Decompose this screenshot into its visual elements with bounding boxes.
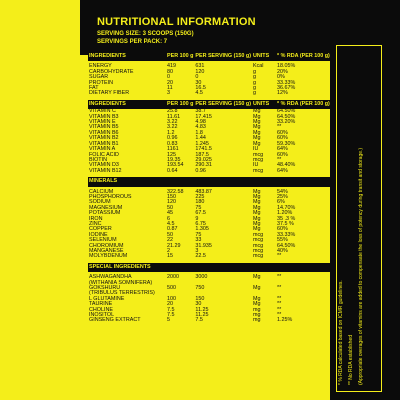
table-cell: 4.98 <box>195 119 206 126</box>
table-cell: 7.5 <box>167 306 175 313</box>
table-cell: 60% <box>277 135 288 142</box>
table-cell: 4.5 <box>167 220 175 227</box>
table-cell: 419 <box>167 63 176 70</box>
table-cell: INOSITOL <box>89 312 115 319</box>
footnote-no-rda: ** No RDA established <box>348 334 354 385</box>
table-cell: VITAMIN C <box>89 108 116 115</box>
table-cell: 64.50% <box>277 108 296 115</box>
table-cell: g <box>253 74 256 81</box>
table-cell: 64.50% <box>277 113 296 120</box>
table-cell: VITAMIN B5 <box>89 124 119 131</box>
table-cell: 20% <box>277 68 288 75</box>
table-cell: Mg <box>253 129 261 136</box>
table-cell: Mg <box>253 295 261 302</box>
table-cell: Mg <box>253 113 261 120</box>
table-cell: 750 <box>195 285 205 292</box>
table-cell: 33.20% <box>277 119 296 126</box>
table-cell: IU <box>253 146 259 153</box>
table-cell: Mg <box>253 285 261 292</box>
table-cell: 11 <box>167 85 173 92</box>
table-cell: FAT <box>89 85 99 92</box>
table-cell: 0.87 <box>167 226 178 233</box>
table-cell: DIETARY FIBER <box>89 90 130 97</box>
column-header: PER SERVING (150 g) <box>194 52 252 61</box>
table-cell: MANGANESE <box>89 248 124 254</box>
table-cell: 6 <box>167 215 170 222</box>
table-cell: 25% <box>277 193 288 200</box>
table-cell: 33 <box>195 237 202 244</box>
table-cell: Mg <box>253 124 261 131</box>
table-cell: 14.70% <box>277 204 296 211</box>
table-cell: 38.7 <box>195 108 206 115</box>
table-cell: 4.83 <box>195 124 206 131</box>
table-cell: 125 <box>167 151 176 158</box>
table-cell: 0.96 <box>195 167 206 174</box>
column-header: PER 100 g <box>166 52 194 61</box>
table-cell: 64% <box>277 167 288 174</box>
table-cell: mcg <box>253 167 264 174</box>
table-cell: 1.245 <box>195 140 209 147</box>
column-header: PER 100 g <box>166 100 194 109</box>
table-cell: ZINC <box>89 220 102 227</box>
table-cell: 3000 <box>195 274 208 281</box>
table-cell: Mg <box>253 108 261 115</box>
table-cell: 33.33% <box>277 79 296 86</box>
table-cell: 150 <box>167 193 176 200</box>
table-cell: CARBOHYDRATE <box>89 68 134 75</box>
table-cell: VITAMIN B1 <box>89 140 119 147</box>
table-cell: mcg <box>253 253 264 260</box>
column-header: UNITS <box>252 52 276 61</box>
table-cell: Mg <box>253 301 261 308</box>
table-cell: Mg <box>253 220 261 227</box>
table-cell: Mg <box>253 199 261 206</box>
table-cell: MOLYBDENUM <box>89 253 128 260</box>
table-cell: Mg <box>253 274 261 281</box>
table-cell: 187.5 <box>195 151 209 158</box>
table-cell: 75 <box>195 231 202 238</box>
table-cell: 5 <box>167 317 170 324</box>
table-cell: CHOLINE <box>89 306 113 313</box>
table-header-row <box>88 100 332 109</box>
footnote-rda: * % RDA calculated based on ICMR guidelines. <box>338 280 344 385</box>
table-cell: 1.25% <box>277 317 293 324</box>
table-cell: VITAMIN A <box>89 146 116 153</box>
table-cell: 64.50% <box>277 242 296 249</box>
table-cell: 6% <box>277 199 285 206</box>
table-cell: 75 <box>195 204 202 211</box>
table-cell: 0.96 <box>167 135 178 142</box>
table-cell: SELENIUM <box>89 237 117 244</box>
table-cell: 1.2 <box>167 129 175 136</box>
table-cell: 80 <box>167 68 173 75</box>
table-cell: 20 <box>167 79 173 86</box>
table-cell: 3.22 <box>167 119 178 126</box>
table-cell: Mg <box>253 193 261 200</box>
column-header: * % RDA (PER 100 g) <box>276 100 332 109</box>
table-cell: 30 <box>195 79 202 86</box>
table-cell: 50 <box>167 204 173 211</box>
servings-per-pack: SERVINGS PER PACK: 7 <box>97 39 168 45</box>
table-cell: 100 <box>167 295 176 302</box>
table-cell: 20 <box>167 301 173 308</box>
table-cell: 54% <box>277 188 288 195</box>
table-cell: (TRIBULUS TERRESTRIS) <box>89 290 155 297</box>
table-cell: Mg <box>253 188 261 195</box>
table-cell: g <box>253 85 256 92</box>
section-header-row <box>88 177 332 186</box>
table-cell: 59.30% <box>277 140 296 147</box>
table-cell: 322.58 <box>167 188 184 195</box>
table-cell: 55% <box>277 237 288 244</box>
table-cell: mcg <box>253 242 264 249</box>
table-cell: Mg <box>253 140 261 147</box>
table-cell: ** <box>277 295 282 302</box>
table-cell: 1161 <box>167 146 179 153</box>
table-cell: 11.25 <box>195 312 209 319</box>
table-cell: 225 <box>195 193 205 200</box>
table-cell: VITAMIN E <box>89 119 116 126</box>
table-cell: 9 <box>195 215 199 222</box>
table-cell: mcg <box>253 248 264 254</box>
table-cell: COPPER <box>89 226 112 233</box>
table-cell: 7.5 <box>167 312 175 319</box>
table-cell: 7.5 <box>195 317 203 324</box>
table-header-row <box>88 52 332 61</box>
table-cell: 120 <box>195 68 205 75</box>
table-cell: mcg <box>253 231 264 238</box>
table-cell: TAURINE <box>89 301 113 308</box>
table-cell: 31.935 <box>195 242 212 249</box>
table-cell: 60% <box>277 226 288 233</box>
table-cell: mg <box>253 312 261 319</box>
table-cell: 50 <box>167 231 173 238</box>
table-cell: 0.64 <box>167 167 178 174</box>
table-cell: 290.31 <box>195 162 212 169</box>
table-cell: 0 <box>167 74 170 81</box>
table-cell: 30 <box>195 301 202 308</box>
table-cell: ** <box>277 274 282 281</box>
table-cell: g <box>253 68 256 75</box>
table-cell: (WITHANIA SOMNIFERA) <box>89 279 153 286</box>
table-cell: 193.54 <box>167 162 184 169</box>
table-cell: VITAMIN D3 <box>89 162 119 169</box>
table-cell: 12% <box>277 90 288 97</box>
table-cell: 22.5 <box>195 253 206 260</box>
table-cell: ** <box>277 156 282 163</box>
table-cell: ** <box>277 285 282 292</box>
table-cell: MAGNESIUM <box>89 204 123 211</box>
table-cell: Mg <box>253 135 261 142</box>
table-cell: L GLUTAMINE <box>89 295 125 302</box>
table-cell: 3 <box>195 248 199 254</box>
table-cell: 29.025 <box>195 156 212 163</box>
table-cell: Mg <box>253 210 261 217</box>
table-cell: GINSENG EXTRACT <box>89 317 141 324</box>
table-cell: SUGAR <box>89 74 109 81</box>
nutrition-table-body <box>88 52 332 324</box>
table-cell: 180 <box>195 199 205 206</box>
table-cell: Mg <box>253 204 261 211</box>
table-cell: 11.61 <box>167 113 181 120</box>
table-cell: Mg <box>253 215 261 222</box>
section-title: MINERALS <box>88 177 332 186</box>
table-cell: VITAMIN B6 <box>89 129 119 136</box>
table-cell: 3.22 <box>167 124 178 131</box>
table-cell: POTASSIUM <box>89 210 121 217</box>
table-cell: 1.305 <box>195 226 209 233</box>
table-cell: 64% <box>277 146 288 153</box>
table-cell: FOLIC ACID <box>89 151 119 158</box>
table-cell: 25.8 <box>167 108 178 115</box>
table-cell: CHOROMIUM <box>89 242 124 249</box>
table-cell: 120 <box>167 199 176 206</box>
table-cell: 0 <box>195 74 199 81</box>
table-cell: 0% <box>277 74 285 81</box>
table-cell: mg <box>253 306 261 313</box>
table-cell: 3 <box>167 90 170 97</box>
column-header: PER SERVING (150 g) <box>194 100 252 109</box>
label-title: NUTRITIONAL INFORMATION <box>97 16 256 28</box>
table-cell: 33.33% <box>277 231 296 238</box>
table-cell: 4.5 <box>195 90 203 97</box>
table-cell: Mg <box>253 119 261 126</box>
table-cell: IRON <box>89 215 103 222</box>
table-cell: 67.5 <box>195 210 206 217</box>
table-cell: 48.40% <box>277 162 296 169</box>
table-cell: VITAMIN B12 <box>89 167 122 174</box>
table-cell: 6.75 <box>195 220 206 227</box>
table-cell: PHOSPHOROUS <box>89 193 132 200</box>
table-cell: BIOTIN <box>89 156 107 163</box>
table-cell: 45 <box>167 210 173 217</box>
table-cell: 16.5 <box>195 85 206 92</box>
table-cell: 11.25 <box>195 306 209 313</box>
table-cell: 35 .3 % <box>277 215 296 222</box>
table-cell: 2000 <box>167 274 179 281</box>
nutrition-table <box>88 52 332 324</box>
table-cell: ASHWAGANDHA <box>89 274 132 281</box>
column-header: UNITS <box>252 100 276 109</box>
table-cell: 36.67% <box>277 85 296 92</box>
table-cell: 1.8 <box>195 129 203 136</box>
table-cell: ** <box>277 301 282 308</box>
table-cell: 1741.5 <box>195 146 212 153</box>
table-cell: ** <box>277 124 282 131</box>
table-cell: 0.83 <box>167 140 178 147</box>
table-cell: PROTEIN <box>89 79 113 86</box>
table-cell: 60% <box>277 151 288 158</box>
table-cell: 19.35 <box>167 156 181 163</box>
table-cell: 483.87 <box>195 188 212 195</box>
table-cell: mg <box>253 317 261 324</box>
table-cell: ENERGY <box>89 63 112 70</box>
table-cell: 40% <box>277 248 288 254</box>
table-cell: g <box>253 90 256 97</box>
table-cell: 631 <box>195 63 205 70</box>
table-cell: ** <box>277 312 282 319</box>
table-cell: g <box>253 79 256 86</box>
table-row <box>88 318 332 323</box>
table-cell: 18.05% <box>277 63 296 70</box>
column-header: INGREDIENTS <box>88 52 166 61</box>
table-cell: VITAMIN B3 <box>89 113 119 120</box>
table-cell: mcg <box>253 151 264 158</box>
table-cell: GOKSHURU <box>89 285 121 292</box>
table-cell: IODINE <box>89 231 108 238</box>
serving-size: SERVING SIZE: 3 SCOOPS (150G) <box>97 31 194 37</box>
table-cell: SODIUM <box>89 199 111 206</box>
table-cell: 1.44 <box>195 135 206 142</box>
table-cell: 60% <box>277 129 288 136</box>
table-cell: 2 <box>167 248 170 254</box>
table-cell: 150 <box>195 295 205 302</box>
table-cell: mcg <box>253 237 264 244</box>
table-cell: ** <box>277 306 282 313</box>
table-cell: ** <box>277 253 282 260</box>
table-cell: Mg <box>253 226 261 233</box>
table-cell: 15 <box>167 253 173 260</box>
table-cell: mcg <box>253 156 264 163</box>
table-cell: 22 <box>167 237 173 244</box>
table-cell: 17.415 <box>195 113 212 120</box>
table-cell: 500 <box>167 285 176 292</box>
table-cell: CALCIUM <box>89 188 114 195</box>
section-header-row <box>88 263 332 272</box>
column-header: * % RDA (PER 100 g) <box>276 52 332 61</box>
table-cell: VITAMIN B2 <box>89 135 119 142</box>
section-title: SPECIAL INGREDIENTS <box>88 263 332 272</box>
table-cell: 1.20% <box>277 210 293 217</box>
footnote-overages: (Appropriate overages of vitamins are added to compensate the loss of potency during transit and storage.) <box>358 147 364 385</box>
table-cell: 37.5 % <box>277 220 294 227</box>
table-cell: IU <box>253 162 259 169</box>
table-cell: Kcal <box>253 63 264 70</box>
column-header: INGREDIENTS <box>88 100 166 109</box>
table-cell: 21.29 <box>167 242 181 249</box>
